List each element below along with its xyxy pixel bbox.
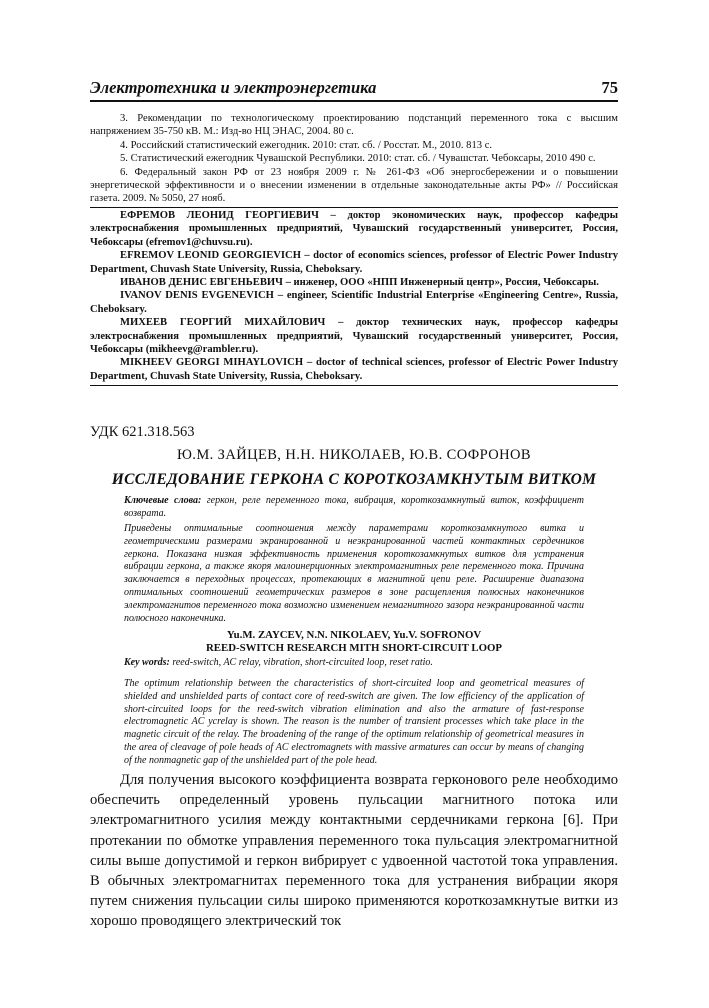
abstract-ru bbox=[124, 523, 584, 625]
keywords-ru bbox=[124, 495, 584, 521]
reference-item: 5. Статистический ежегодник Чувашской Республики. 2010: стат. сб. / Чувашстат. Чебоксары, 2010 490 с. bbox=[120, 153, 596, 165]
body-text bbox=[90, 770, 618, 932]
author-info-item: MIKHEEV GEORGI MIHAYLOVICH – doctor of technical sciences, professor of Electric Power Industry Department, Chuvash State University, Russia, Cheboksary. bbox=[90, 357, 618, 382]
article-authors: Ю.М. ЗАЙЦЕВ, Н.Н. НИКОЛАЕВ, Ю.В. СОФРОНОВ bbox=[177, 447, 531, 463]
page-header bbox=[90, 78, 618, 102]
article-title: ИССЛЕДОВАНИЕ ГЕРКОНА С КОРОТКОЗАМКНУТЫМ ВИТКОМ bbox=[111, 471, 597, 488]
abstract-ru-text: Приведены оптимальные соотношения между параметрами короткозамкнутого витка и геометрическими размерами экранированной и неэкранированной частей контактных сердечников геркона. Показана низкая эффективность применения короткозамкнутых витков для устранения вибрации геркона, а также якоря малоинерционных электромагнитных реле переменного тока. Причина заключается в переходных процессах, протекающих в магнитной цепи реле. Расширение диапазона оптимальных соотношений геометрических размеров в зоне расщепления полюсных наконечников электромагнитов переменного тока возможно изменением немагнитного зазора неэкранированной части полюсного наконечника. bbox=[124, 523, 584, 624]
keywords-en-label: Key words: bbox=[124, 657, 170, 668]
reference-item: 6. Федеральный закон РФ от 23 ноября 2009 г. № 261-ФЗ «Об энергосбережении и о повышении энергетической эффективности и о внесении изменении в отдельные законодательные акты РФ» // Российская газета. 2009. № 5050, 27 нояб. bbox=[90, 166, 618, 205]
english-header bbox=[124, 629, 584, 655]
keywords-ru-text: геркон, реле переменного тока, вибрация, короткозамкнутый виток, коэффициент возврата. bbox=[124, 495, 584, 519]
reference-item: 4. Российский статистический ежегодник. 2010: стат. сб. / Росстат. М., 2010. 813 с. bbox=[120, 139, 493, 151]
author-info-item: IVANOV DENIS EVGENEVICH – engineer, Scientific Industrial Enterprise «Engineering Centre», Russia, Cheboksary. bbox=[90, 290, 618, 315]
article-title-en: REED-SWITCH RESEARCH MITH SHORT-CIRCUIT LOOP bbox=[206, 642, 502, 654]
abstract-en bbox=[124, 678, 584, 768]
keywords-en-text: reed-switch, AC relay, vibration, short-circuited loop, reset ratio. bbox=[172, 657, 433, 668]
body-paragraph: Для получения высокого коэффициента возврата герконового реле необходимо обеспечить определенный уровень пульсации магнитного потока или электромагнитного усилия между контактными сердечниками геркона [6]. При протекании по обмотке управления переменного тока пульсация электромагнитной силы выше допустимой и геркон вибрирует с удвоенной частотой тока управления. В обычных электромагнитах переменного тока для устранения вибрации якоря путем снижения пульсации силы широко применяются короткозамкнутые витки из хорошо проводящего электрический ток bbox=[90, 772, 618, 930]
udk-code: УДК 621.318.563 bbox=[90, 424, 195, 440]
reference-item: 3. Рекомендации по технологическому проектированию подстанций переменного тока с высшим напряжением 35-750 кВ. М.: Изд-во НЦ ЭНАС, 2004. 80 с. bbox=[90, 113, 618, 138]
running-title: Электротехника и электроэнергетика bbox=[90, 78, 377, 97]
author-info-item: EFREMOV LEONID GEORGIEVICH – doctor of economics sciences, professor of Electric Power Industry Department, Chuvash State University, Russia, Cheboksary. bbox=[90, 250, 618, 275]
reference-list bbox=[90, 112, 618, 206]
article-authors-en: Yu.M. ZAYCEV, N.N. NIKOLAEV, Yu.V. SOFRONOV bbox=[226, 629, 482, 641]
author-info-item: ЕФРЕМОВ ЛЕОНИД ГЕОРГИЕВИЧ – доктор экономических наук, профессор кафедры электроснабжения промышленных предприятий, Чувашский государственный университет, Россия, Чебоксары (efremov1@chuvsu.ru). bbox=[90, 210, 618, 248]
author-info-item: МИХЕЕВ ГЕОРГИЙ МИХАЙЛОВИЧ – доктор технических наук, профессор кафедры электроснабжения промышленных предприятий, Чувашский государственный университет, Россия, Чебоксары (mikheevg@rambler.ru). bbox=[90, 317, 618, 356]
author-info-block bbox=[90, 207, 618, 386]
author-info-item: ИВАНОВ ДЕНИС ЕВГЕНЬЕВИЧ – инженер, ООО «НПП Инженерный центр», Россия, Чебоксары. bbox=[120, 277, 599, 289]
keywords-en bbox=[124, 657, 584, 670]
abstract-en-text: The optimum relationship between the characteristics of short-circuited loop and geometrical measures of shielded and unshielded parts of contact core of reed-switch are given. The low efficiency of the application of short-circuited loops for the reed-switch vibration elimination and also the armature of fast-response electromagnetic AC ycrelay is shown. The reason is the number of transient processes which take place in the magnetic circuit of the relay. The broadening of the range of the optimum relationship of geometrical measures in the area of cleavage of pole heads of AC electromagnets with massive armatures can occur by means of changing of the nonmagnetic gap of the unshielded part of the pole head. bbox=[124, 678, 584, 766]
page-number: 75 bbox=[601, 78, 618, 97]
keywords-ru-label: Ключевые слова: bbox=[124, 495, 202, 506]
